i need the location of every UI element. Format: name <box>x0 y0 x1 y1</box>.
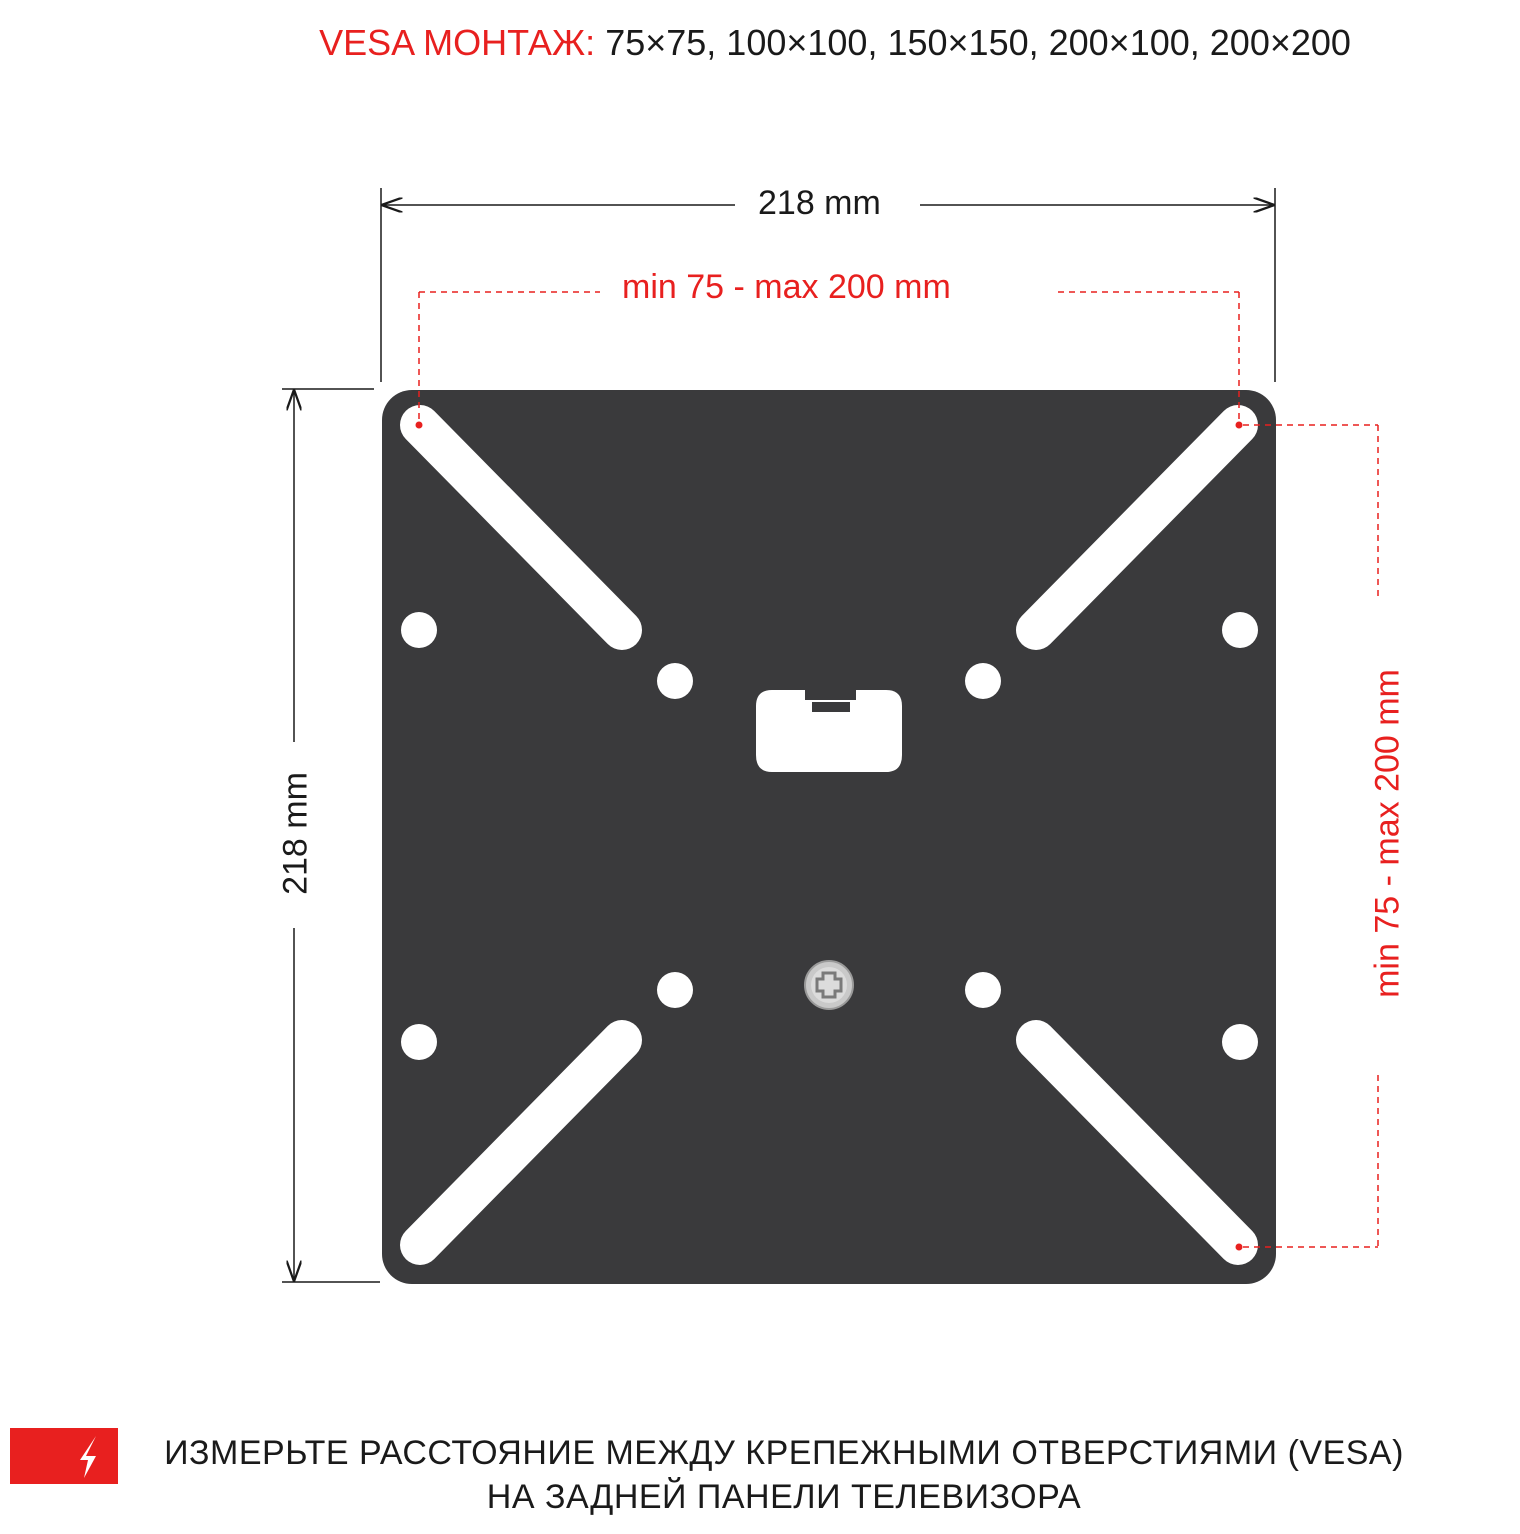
vesa-title-sizes: 75×75, 100×100, 150×150, 200×100, 200×200 <box>605 22 1351 63</box>
width-label: 218 mm <box>748 184 891 223</box>
footer-note <box>0 1420 1520 1530</box>
hole-inner-right-top <box>965 663 1001 699</box>
hole-inner-left-top <box>657 663 693 699</box>
hole-outer-left-top <box>401 612 437 648</box>
marker-dot-top-left <box>416 422 423 429</box>
marker-dot-bottom-right <box>1236 1244 1243 1251</box>
height-label: 218 mm <box>277 764 316 904</box>
hole-outer-left-bottom <box>401 1024 437 1060</box>
hole-range-horizontal-label: min 75 - max 200 mm <box>612 268 961 307</box>
center-hook-cutout <box>756 690 902 772</box>
hole-inner-left-bottom <box>657 972 693 1008</box>
hole-range-vertical-label: min 75 - max 200 mm <box>1369 664 1408 1004</box>
hole-inner-right-bottom <box>965 972 1001 1008</box>
footer-line-2: НА ЗАДНЕЙ ПАНЕЛИ ТЕЛЕВИЗОРА <box>486 1478 1082 1516</box>
hole-outer-right-top <box>1222 612 1258 648</box>
vesa-title-prefix: VESA МОНТАЖ: <box>319 22 596 63</box>
hole-outer-right-bottom <box>1222 1024 1258 1060</box>
center-screw-icon <box>805 961 853 1009</box>
footer-line-1: ИЗМЕРЬТЕ РАССТОЯНИЕ МЕЖДУ КРЕПЕЖНЫМИ ОТВЕРСТИЯМИ (VESA) <box>164 1434 1404 1472</box>
marker-dot-top-right <box>1236 422 1243 429</box>
